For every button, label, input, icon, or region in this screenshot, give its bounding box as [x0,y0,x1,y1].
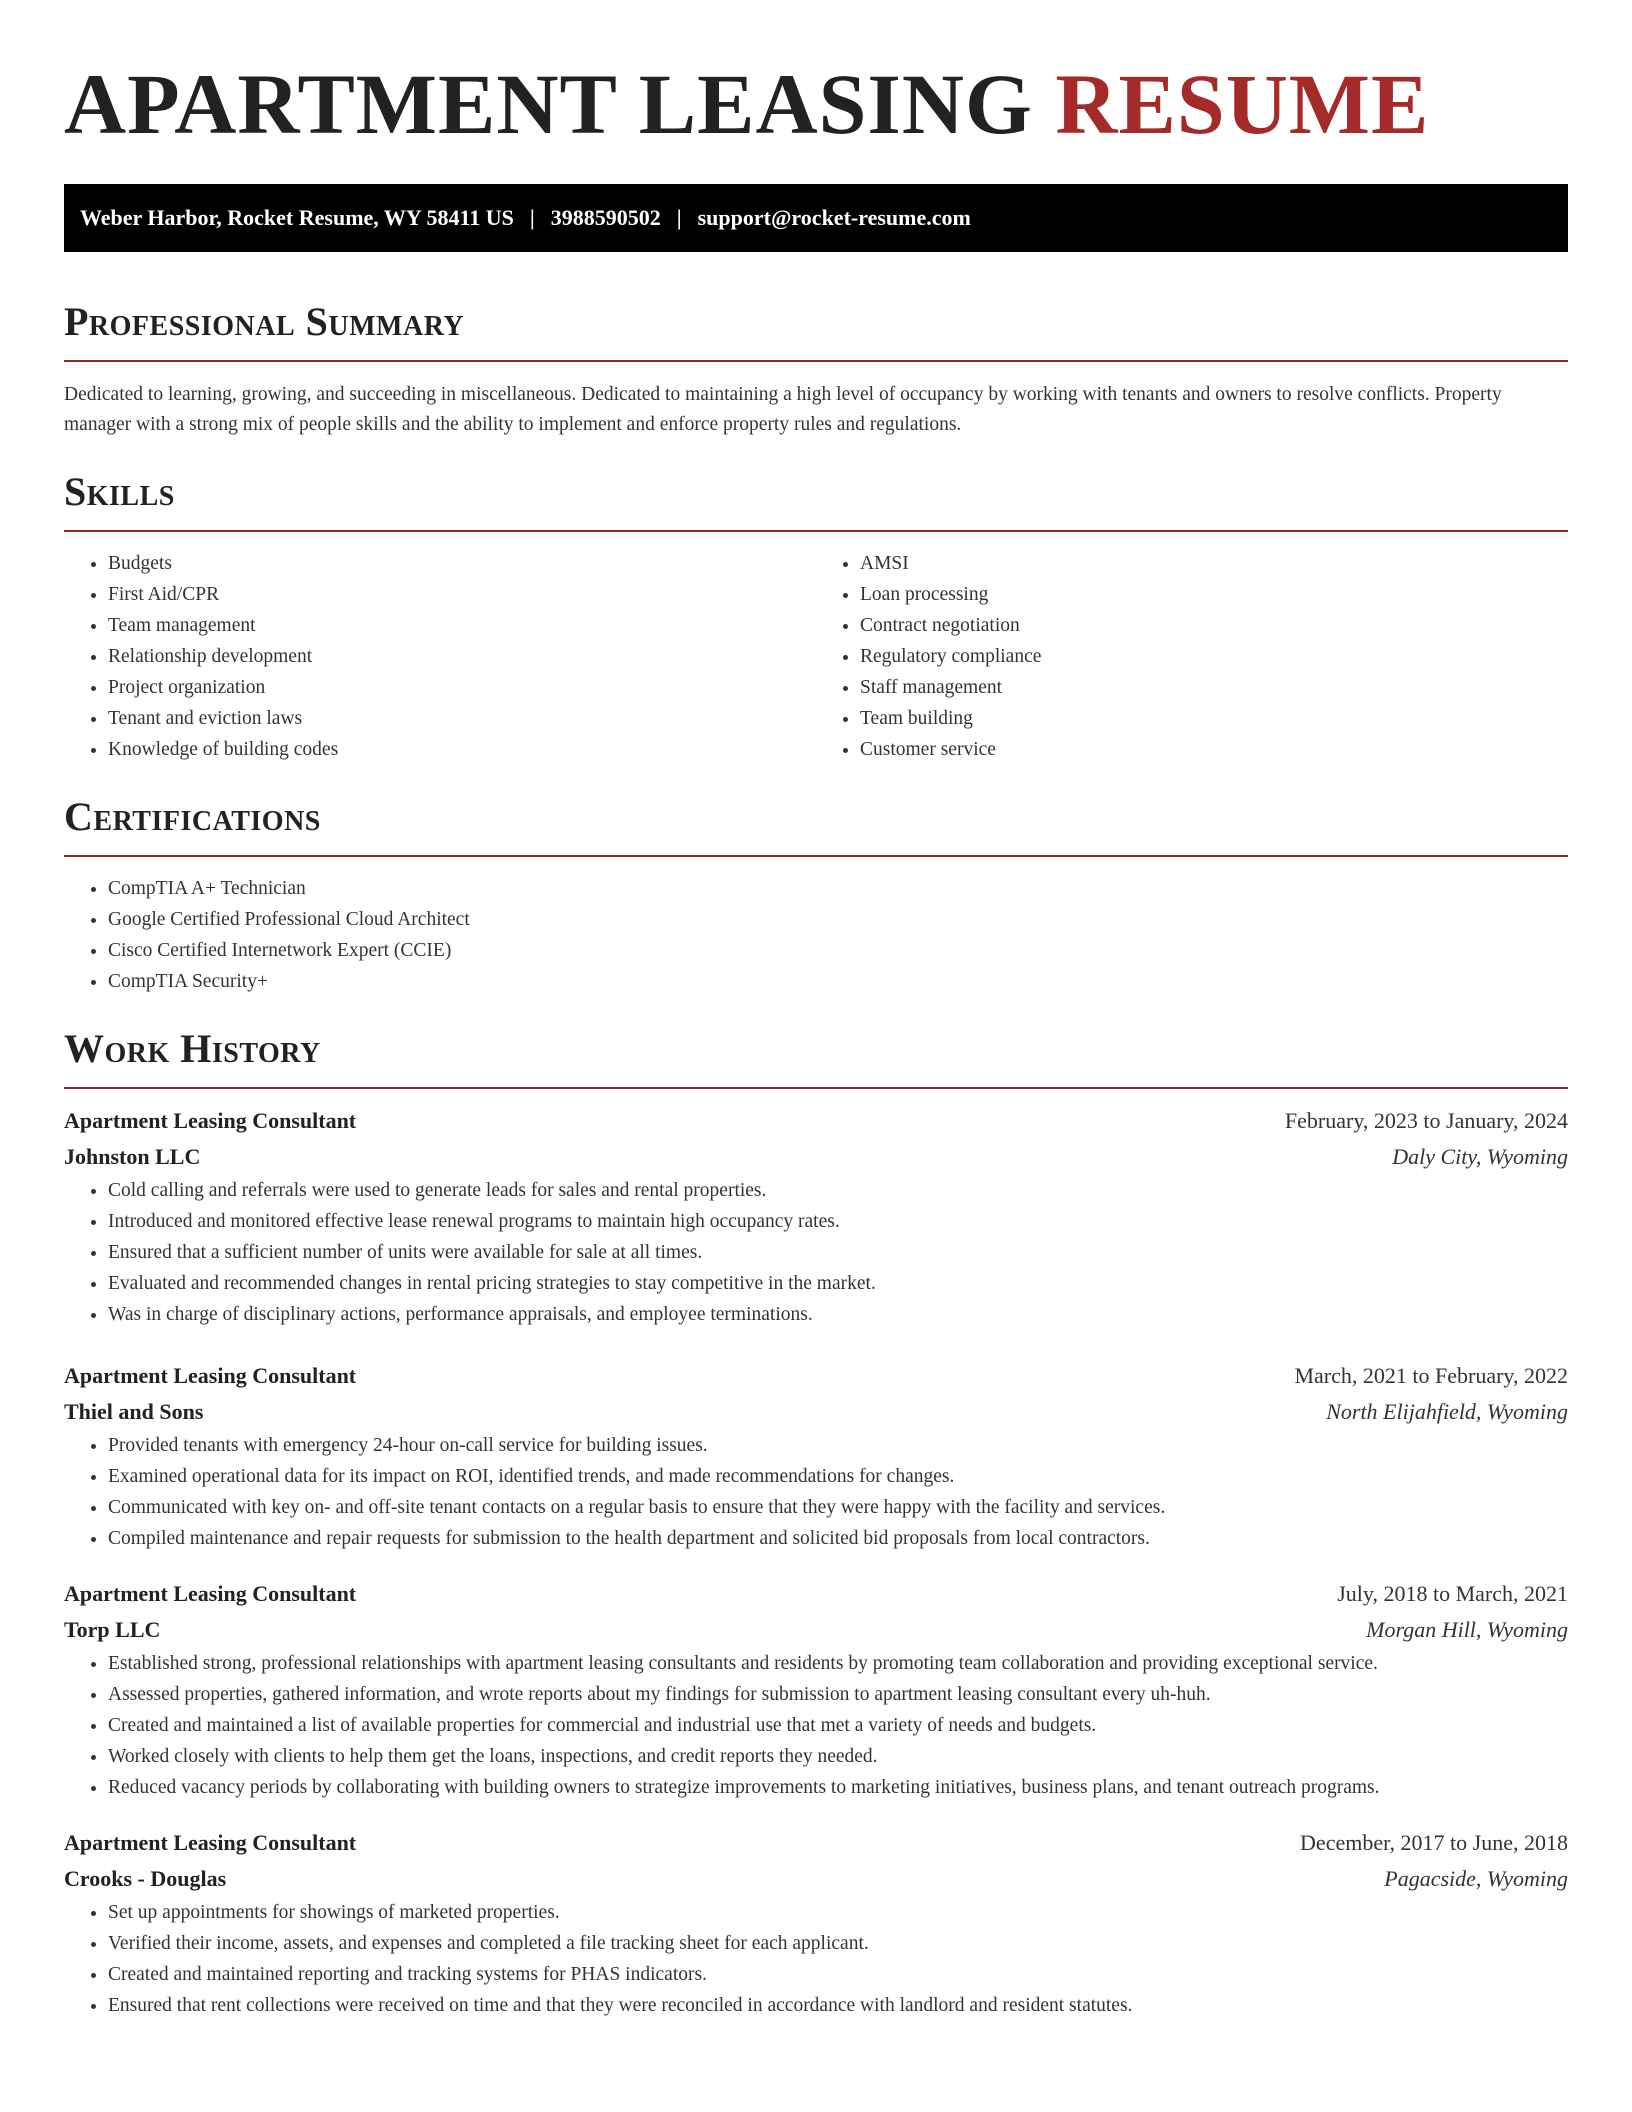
job-bullets [64,1648,1568,1803]
job-bullet: • Ensured that rent collections were received on time and that they were reconciled in accordance with landlord and resident statutes. [108,1990,1568,2021]
section-divider [64,1087,1568,1089]
section-divider [64,530,1568,532]
section-heading-work-history: Work History [64,1026,321,1071]
skill-item: • Project organization [108,672,816,703]
job-bullet: • Introduced and monitored effective lease renewal programs to maintain high occupancy rates. [108,1206,1568,1237]
job-subheader [64,1394,1568,1430]
work-history-section [64,1025,1568,2021]
skill-item: • Team management [108,610,816,641]
job-bullet: • Created and maintained a list of available properties for commercial and industrial use that met a variety of needs and budgets. [108,1710,1568,1741]
job-bullet: • Evaluated and recommended changes in rental pricing strategies to stay competitive in the market. [108,1268,1568,1299]
skill-item: • Team building [860,703,1568,734]
job-title: Apartment Leasing Consultant [64,1108,357,1133]
job-entry [64,1103,1568,1330]
job-location: North Elijahfield, Wyoming [1326,1399,1568,1424]
job-header [64,1825,1568,1861]
job-dates: March, 2021 to February, 2022 [1294,1363,1568,1388]
job-bullet: • Created and maintained reporting and tracking systems for PHAS indicators. [108,1959,1568,1990]
job-subheader [64,1612,1568,1648]
job-header [64,1103,1568,1139]
job-location: Daly City, Wyoming [1392,1144,1568,1169]
skill-item: • Staff management [860,672,1568,703]
job-title: Apartment Leasing Consultant [64,1363,357,1388]
title-main: APARTMENT LEASING [64,56,1033,152]
job-location: Pagacside, Wyoming [1384,1866,1568,1891]
contact-phone: 3988590502 [550,205,661,230]
resume-title [64,0,1568,150]
job-dates: December, 2017 to June, 2018 [1300,1830,1568,1855]
section-heading-skills: Skills [64,469,175,514]
skills-grid [64,548,1568,765]
skill-item: • Tenant and eviction laws [108,703,816,734]
skill-item: • First Aid/CPR [108,579,816,610]
job-title: Apartment Leasing Consultant [64,1830,357,1855]
job-bullet: • Examined operational data for its impact on ROI, identified trends, and made recommendations for changes. [108,1461,1568,1492]
skills-section [64,468,1568,765]
skill-item: • Customer service [860,734,1568,765]
job-bullet: • Verified their income, assets, and expenses and completed a file tracking sheet for each applicant. [108,1928,1568,1959]
job-bullet: • Set up appointments for showings of marketed properties. [108,1897,1568,1928]
job-company: Torp LLC [64,1617,161,1642]
skill-item: • Contract negotiation [860,610,1568,641]
contact-separator: | [676,205,682,230]
job-company: Johnston LLC [64,1144,201,1169]
job-title: Apartment Leasing Consultant [64,1581,357,1606]
title-accent: RESUME [1055,56,1430,152]
skill-item: • Knowledge of building codes [108,734,816,765]
job-subheader [64,1139,1568,1175]
job-entry [64,1825,1568,2021]
certification-item: • CompTIA Security+ [108,966,1568,997]
contact-bar [64,184,1568,252]
job-bullet: • Assessed properties, gathered information, and wrote reports about my findings for submission to apartment leasing consultant every uh-huh. [108,1679,1568,1710]
certification-item: • Cisco Certified Internetwork Expert (CCIE) [108,935,1568,966]
job-company: Thiel and Sons [64,1399,204,1424]
job-subheader [64,1861,1568,1897]
job-dates: February, 2023 to January, 2024 [1284,1108,1568,1133]
certifications-list [64,873,1568,997]
job-header [64,1358,1568,1394]
section-heading-summary: Professional Summary [64,299,465,344]
certifications-section [64,793,1568,997]
skill-item: • Relationship development [108,641,816,672]
certification-item: • Google Certified Professional Cloud Architect [108,904,1568,935]
job-bullet: • Reduced vacancy periods by collaborating with building owners to strategize improvements to marketing initiatives, business plans, and tenant outreach programs. [108,1772,1568,1803]
skill-item: • AMSI [860,548,1568,579]
summary-section [64,298,1568,440]
skills-list-right [816,548,1568,765]
job-bullet: • Was in charge of disciplinary actions, performance appraisals, and employee terminations. [108,1299,1568,1330]
section-divider [64,855,1568,857]
contact-address: Weber Harbor, Rocket Resume, WY 58411 US [80,205,514,230]
job-dates: July, 2018 to March, 2021 [1337,1581,1568,1606]
job-bullet: • Communicated with key on- and off-site tenant contacts on a regular basis to ensure that they were happy with the facility and services. [108,1492,1568,1523]
skill-item: • Budgets [108,548,816,579]
job-bullets [64,1897,1568,2021]
job-bullet: • Cold calling and referrals were used to generate leads for sales and rental properties. [108,1175,1568,1206]
job-company: Crooks - Douglas [64,1866,227,1891]
summary-text: Dedicated to learning, growing, and succeeding in miscellaneous. Dedicated to maintaining a high level of occupancy by working with tenants and owners to resolve conflicts. Property manager with a strong mix of people skills and the ability to implement and enforce property rules and regulations. [64,384,1502,435]
job-bullet: • Compiled maintenance and repair requests for submission to the health department and solicited bid proposals from local contractors. [108,1523,1568,1554]
job-bullet: • Ensured that a sufficient number of units were available for sale at all times. [108,1237,1568,1268]
job-entry [64,1576,1568,1803]
job-header [64,1576,1568,1612]
skills-list-left [64,548,816,765]
job-bullet: • Provided tenants with emergency 24-hour on-call service for building issues. [108,1430,1568,1461]
skill-item: • Regulatory compliance [860,641,1568,672]
job-entry [64,1358,1568,1554]
job-bullets [64,1430,1568,1554]
skill-item: • Loan processing [860,579,1568,610]
job-location: Morgan Hill, Wyoming [1366,1617,1568,1642]
job-bullet: • Worked closely with clients to help them get the loans, inspections, and credit reports they needed. [108,1741,1568,1772]
certification-item: • CompTIA A+ Technician [108,873,1568,904]
contact-email: support@rocket-resume.com [697,205,971,230]
contact-separator: | [529,205,535,230]
job-bullets [64,1175,1568,1330]
section-heading-certifications: Certifications [64,794,321,839]
section-divider [64,360,1568,362]
job-bullet: • Established strong, professional relationships with apartment leasing consultants and residents by promoting team collaboration and providing exceptional service. [108,1648,1568,1679]
